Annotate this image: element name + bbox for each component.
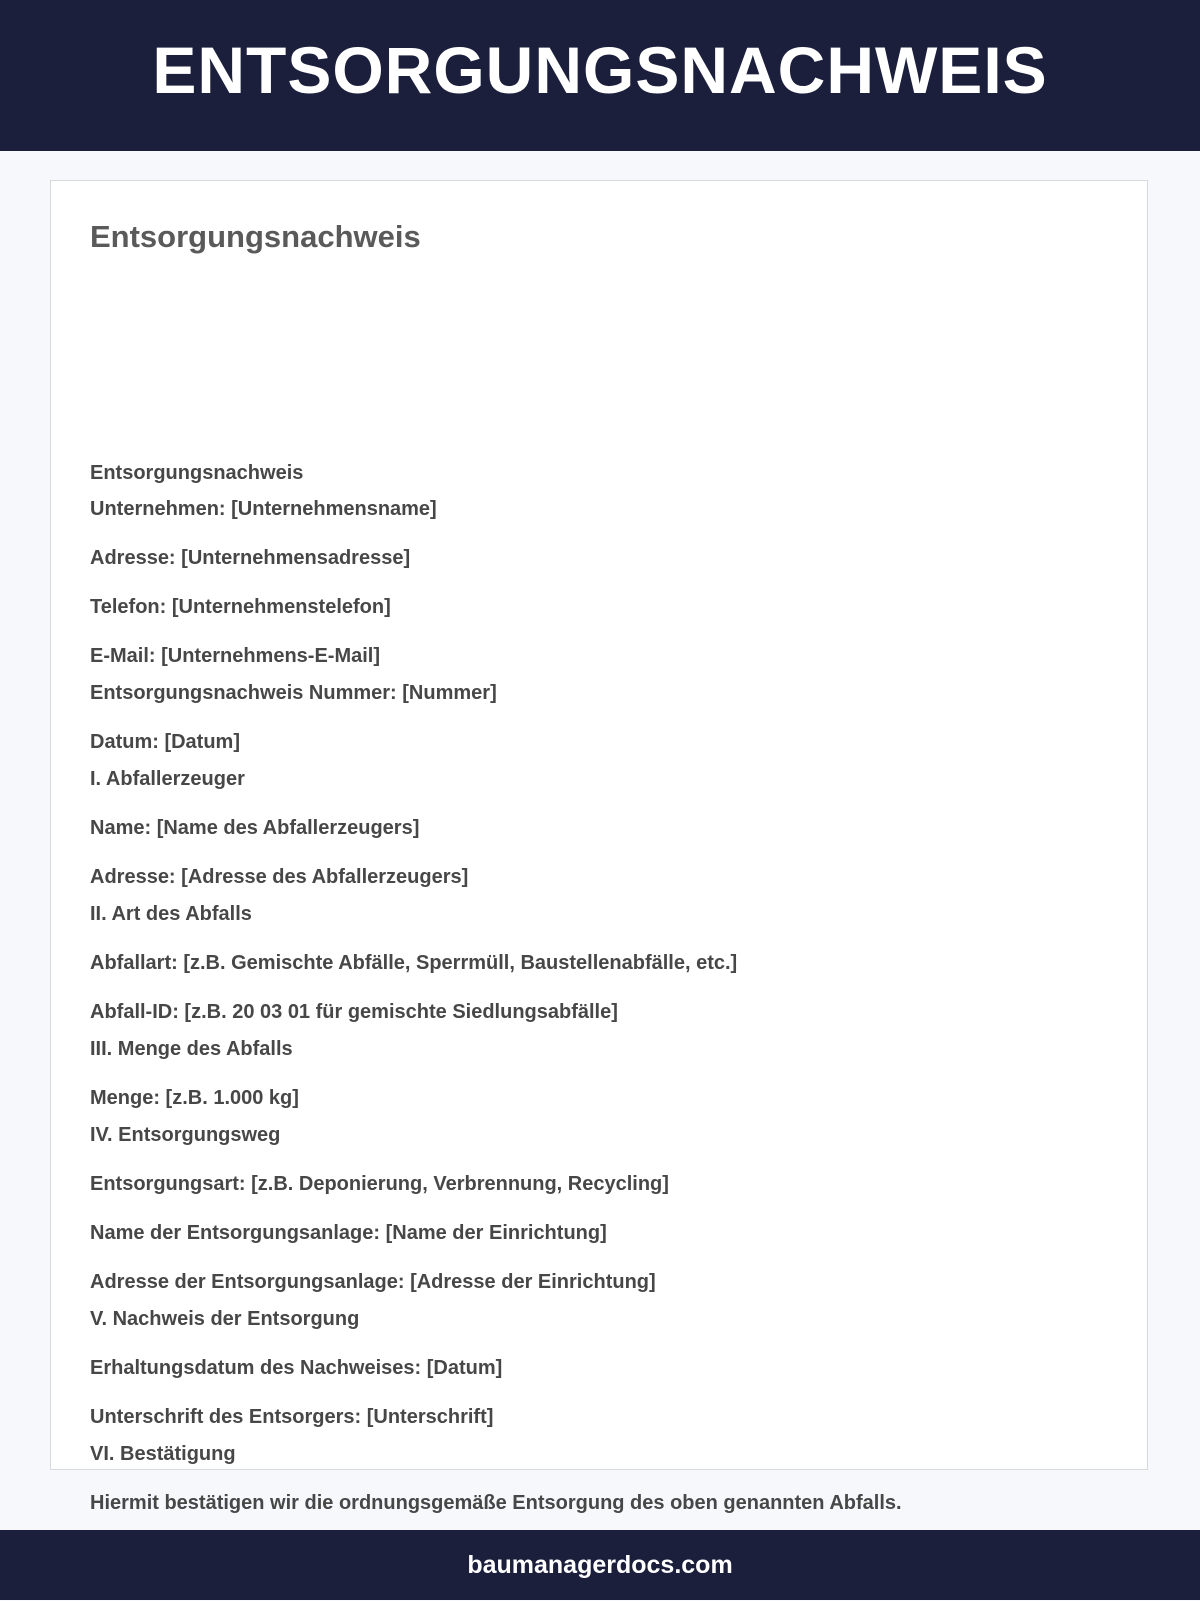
field-company-address: Adresse: [Unternehmensadresse] xyxy=(90,547,411,569)
section-heading-disposal-proof: V. Nachweis der Entsorgung xyxy=(90,1308,360,1330)
section-heading-waste-type: II. Art des Abfalls xyxy=(90,903,252,925)
field-receipt-date: Erhaltungsdatum des Nachweises: [Datum] xyxy=(90,1357,503,1379)
footer-bar xyxy=(0,1530,1200,1600)
field-facility-name: Name der Entsorgungsanlage: [Name der Einrichtung] xyxy=(90,1222,607,1244)
field-company-phone: Telefon: [Unternehmenstelefon] xyxy=(90,596,391,618)
field-disposal-method: Entsorgungsart: [z.B. Deponierung, Verbrennung, Recycling] xyxy=(90,1173,669,1195)
field-quantity: Menge: [z.B. 1.000 kg] xyxy=(90,1087,299,1109)
field-date: Datum: [Datum] xyxy=(90,731,240,753)
document-subtitle: Entsorgungsnachweis xyxy=(90,462,304,484)
field-producer-address: Adresse: [Adresse des Abfallerzeugers] xyxy=(90,866,469,888)
field-producer-name: Name: [Name des Abfallerzeugers] xyxy=(90,817,420,839)
header-banner xyxy=(0,0,1200,151)
field-disposer-signature: Unterschrift des Entsorgers: [Unterschrift] xyxy=(90,1406,494,1428)
banner-title: ENTSORGUNGSNACHWEIS xyxy=(152,32,1048,107)
field-company: Unternehmen: [Unternehmensname] xyxy=(90,498,437,520)
document-card xyxy=(50,180,1148,1514)
confirmation-statement: Hiermit bestätigen wir die ordnungsgemäße Entsorgung des oben genannten Abfalls. xyxy=(90,1492,902,1514)
section-heading-waste-quantity: III. Menge des Abfalls xyxy=(90,1038,293,1060)
field-waste-type: Abfallart: [z.B. Gemischte Abfälle, Sperrmüll, Baustellenabfälle, etc.] xyxy=(90,952,738,974)
section-heading-confirmation: VI. Bestätigung xyxy=(90,1443,236,1465)
section-heading-producer: I. Abfallerzeuger xyxy=(90,768,245,790)
field-company-email: E-Mail: [Unternehmens-E-Mail] xyxy=(90,645,381,667)
footer-site: baumanagerdocs.com xyxy=(467,1550,733,1579)
document-title: Entsorgungsnachweis xyxy=(90,219,421,254)
field-facility-address: Adresse der Entsorgungsanlage: [Adresse der Einrichtung] xyxy=(90,1271,656,1293)
section-heading-disposal-route: IV. Entsorgungsweg xyxy=(90,1124,281,1146)
field-waste-id: Abfall-ID: [z.B. 20 03 01 für gemischte Siedlungsabfälle] xyxy=(90,1001,618,1023)
field-document-number: Entsorgungsnachweis Nummer: [Nummer] xyxy=(90,682,497,704)
